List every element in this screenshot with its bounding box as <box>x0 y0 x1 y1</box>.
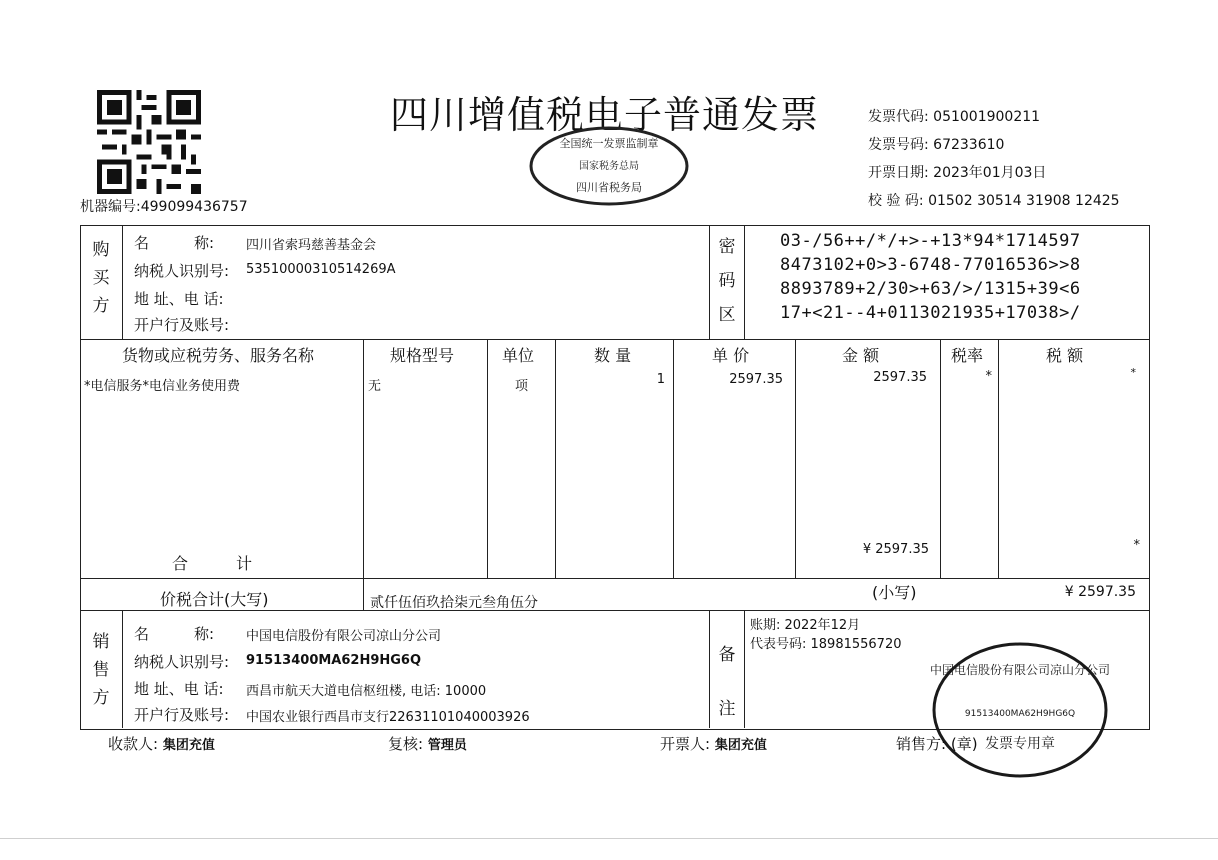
cipher-line: 03-/56++/*/+>-+13*94*1714597 <box>780 231 1081 251</box>
remark-side-text: 备注 <box>718 645 736 719</box>
seller-name-label: 名 称: <box>134 625 215 643</box>
cipher-side-label <box>712 230 742 332</box>
invoice-date <box>868 162 1046 182</box>
invoice-number <box>868 134 1004 154</box>
row-price: 2597.35 <box>729 372 783 387</box>
reviewer-value: 管理员 <box>427 738 467 753</box>
cipher-line: 8893789+2/30>+63/>/1315+39<6 <box>780 279 1081 299</box>
col-item: 货物或应税劳务、服务名称 <box>122 346 315 365</box>
buyer-name: 四川省索玛慈善基金会 <box>246 238 377 253</box>
total-label: 合 计 <box>172 554 253 573</box>
buyer-side-text: 购买方 <box>92 240 110 316</box>
seller-side-text: 销售方 <box>92 632 110 708</box>
row-spec: 无 <box>368 379 382 394</box>
buyer-address-label: 地 址、电 话: <box>134 290 224 308</box>
col-unit: 单位 <box>502 346 535 365</box>
invoice-date-label: 开票日期: <box>868 165 929 181</box>
row-tax: * <box>1130 366 1136 379</box>
payee-value: 集团充值 <box>162 738 215 753</box>
machine-number <box>80 196 248 216</box>
seal-top-line1: 全国统一发票监制章 <box>559 137 659 150</box>
remark-side-label <box>712 628 742 736</box>
row-item: *电信服务*电信业务使用费 <box>84 379 241 394</box>
qr-code <box>96 90 202 194</box>
check-code-label: 校 验 码: <box>868 193 924 209</box>
seal-bottom-line1: 中国电信股份有限公司凉山分公司 <box>930 663 1110 677</box>
seller-bank: 中国农业银行西昌市支行22631101040003926 <box>246 710 530 725</box>
drawer-label: 开票人: <box>660 735 711 753</box>
invoice-number-value: 67233610 <box>933 137 1005 153</box>
page-edge <box>0 838 1218 839</box>
seller-address: 西昌市航天大道电信枢纽楼, 电话: 10000 <box>246 684 487 699</box>
seal-bottom-line3: 发票专用章 <box>985 736 1055 752</box>
seal-top-line3: 四川省税务局 <box>576 181 642 194</box>
seller-stamp-label: 销售方: <box>896 735 947 753</box>
row-rate: * <box>985 369 992 384</box>
grand-total-small: ¥ 2597.35 <box>1064 584 1136 600</box>
seller-stamp-value: (章) <box>950 735 978 753</box>
buyer-side-label <box>86 236 116 320</box>
check-code <box>868 190 1120 210</box>
machine-number-value: 499099436757 <box>140 199 248 215</box>
remark-period: 账期: 2022年12月 <box>750 618 861 633</box>
invoice-date-value: 2023年01月03日 <box>933 165 1047 181</box>
cipher-side-text: 密码区 <box>718 237 736 325</box>
total-tax: * <box>1133 538 1140 553</box>
grand-total-small-label: (小写) <box>872 583 917 602</box>
row-amount: 2597.35 <box>873 370 927 385</box>
seller-address-label: 地 址、电 话: <box>134 680 224 698</box>
grand-total-words: 贰仟伍佰玖拾柒元叁角伍分 <box>370 595 538 611</box>
payee-label: 收款人: <box>108 735 159 753</box>
machine-number-label: 机器编号: <box>80 199 141 215</box>
col-spec: 规格型号 <box>390 346 455 365</box>
reviewer <box>388 733 467 754</box>
cipher-line: 8473102+0>3-6748-77016536>>8 <box>780 255 1081 275</box>
seller-tax-id: 91513400MA62H9HG6Q <box>246 653 422 668</box>
col-amount: 金 额 <box>842 346 880 365</box>
invoice-code-label: 发票代码: <box>868 109 929 125</box>
col-rate: 税率 <box>951 346 984 365</box>
invoice-title: 四川增值税电子普通发票 <box>390 93 820 137</box>
col-qty: 数 量 <box>594 346 632 365</box>
reviewer-label: 复核: <box>388 735 424 753</box>
total-amount: ¥ 2597.35 <box>862 542 929 557</box>
seal-bottom-line2: 91513400MA62H9HG6Q <box>964 709 1076 719</box>
row-qty: 1 <box>656 372 665 387</box>
invoice-seal <box>930 640 1110 780</box>
invoice-code-value: 051001900211 <box>933 109 1041 125</box>
seller-side-label <box>86 628 116 712</box>
tax-bureau-seal <box>528 125 690 207</box>
grand-total-label: 价税合计(大写) <box>160 590 269 609</box>
check-code-value: 01502 30514 31908 12425 <box>928 193 1120 209</box>
seller-bank-label: 开户行及账号: <box>134 706 230 724</box>
row-unit: 项 <box>515 379 529 394</box>
drawer <box>660 733 767 754</box>
seller-name: 中国电信股份有限公司凉山分公司 <box>246 629 442 644</box>
col-tax: 税 额 <box>1046 346 1084 365</box>
buyer-tax-id: 53510000310514269A <box>246 262 396 277</box>
invoice-code <box>868 106 1040 126</box>
cipher-line: 17+<21--4+0113021935+17038>/ <box>780 303 1081 323</box>
buyer-name-label: 名 称: <box>134 234 215 252</box>
remark-phone: 代表号码: 18981556720 <box>750 637 902 652</box>
seal-top-line2: 国家税务总局 <box>579 161 639 172</box>
seller-stamp <box>896 733 978 754</box>
payee <box>108 733 215 754</box>
buyer-tax-label: 纳税人识别号: <box>134 262 230 280</box>
drawer-value: 集团充值 <box>714 738 767 753</box>
buyer-bank-label: 开户行及账号: <box>134 316 230 334</box>
col-price: 单 价 <box>712 346 750 365</box>
seller-tax-label: 纳税人识别号: <box>134 653 230 671</box>
invoice-number-label: 发票号码: <box>868 137 929 153</box>
